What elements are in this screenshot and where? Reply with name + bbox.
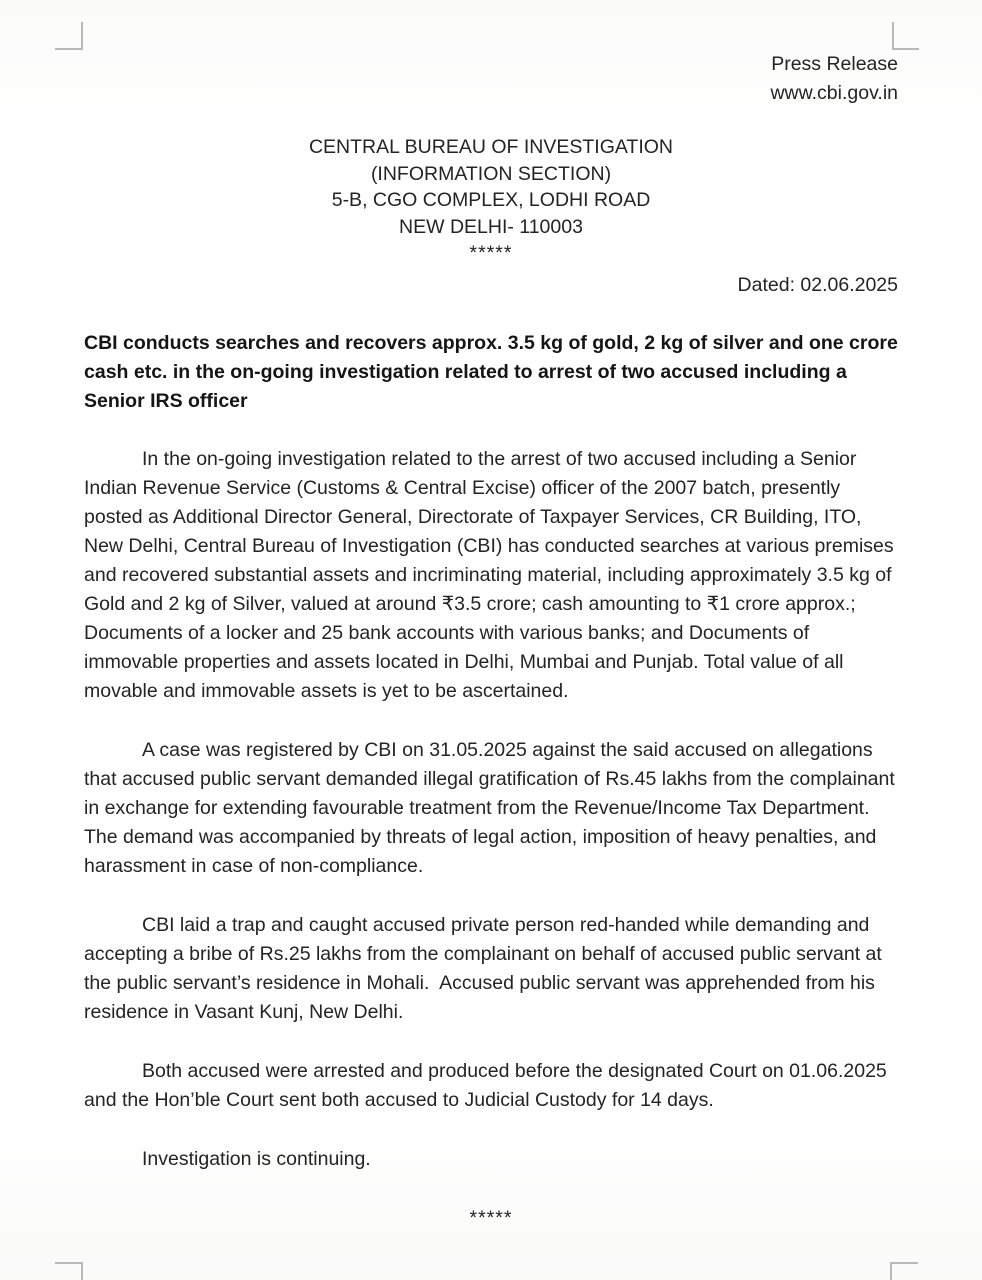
body-text — [84, 445, 901, 1174]
separator-stars: ***** — [469, 242, 513, 264]
section-name: (INFORMATION SECTION) — [370, 162, 612, 185]
organization-name: CENTRAL BUREAU OF INVESTIGATION — [308, 136, 674, 158]
website-url: www.cbi.gov.in — [770, 82, 898, 104]
dated-line: Dated: 02.06.2025 — [737, 273, 898, 296]
scan-corner-mark-top-left — [55, 22, 83, 50]
paragraph-court-custody: Both accused were arrested and produced before the designated Court on 01.06.2025 and the Hon’ble Court sent both accused to Judicial Custody for 14 days. — [84, 1059, 893, 1111]
letterhead — [84, 134, 898, 267]
scan-corner-mark-bottom-right — [890, 1262, 918, 1280]
press-release-label: Press Release — [771, 53, 898, 75]
address-line-2: NEW DELHI- 110003 — [399, 215, 583, 238]
closing-stars: ***** — [469, 1206, 513, 1229]
paragraph-case-registered: A case was registered by CBI on 31.05.2025 against the said accused on allegations that accused public servant demanded illegal gratification of Rs.45 lakhs from the complainant in exchange for extending favourable treatment from the Revenue/Income Tax Department. The demand was accompanied by threats of legal action, imposition of heavy penalties, and harassment in case of non-compliance. — [84, 738, 901, 877]
paragraph-investigation-searches: In the on-going investigation related to the arrest of two accused including a Senior Indian Revenue Service (Customs & Central Excise) officer of the 2007 batch, presently posted as Additional Director General, Directorate of Taxpayer Services, CR Building, ITO, New Delhi, Central Bureau of Investigation (CBI) has conducted searches at various premises and recovered substantial assets and incriminating material, including approximately 3.5 kg of Gold and 2 kg of Silver, valued at around ₹3.5 crore; cash amounting to ₹1 crore approx.; Documents of a locker and 25 bank accounts with various banks; and Documents of immovable properties and assets located in Delhi, Mumbai and Punjab. Total value of all movable and immovable assets is yet to be ascertained. — [84, 447, 900, 702]
paragraph-investigation-continuing: Investigation is continuing. — [142, 1147, 371, 1170]
scan-corner-mark-bottom-left — [55, 1262, 83, 1280]
press-release-header — [84, 50, 898, 108]
paragraph-trap-laid: CBI laid a trap and caught accused private person red-handed while demanding and accepting a bribe of Rs.25 lakhs from the complainant on behalf of accused public servant at the public servant’s residence in Mohali. Accused public servant was apprehended from his residence in Vasant Kunj, New Delhi. — [84, 913, 888, 1023]
document-content — [84, 0, 901, 1233]
address-line-1: 5-B, CGO COMPLEX, LODHI ROAD — [331, 189, 651, 211]
headline: CBI conducts searches and recovers approx. 3.5 kg of gold, 2 kg of silver and one crore cash etc. in the on-going investigation related to arrest of two accused including a Senior IRS officer — [84, 331, 898, 412]
